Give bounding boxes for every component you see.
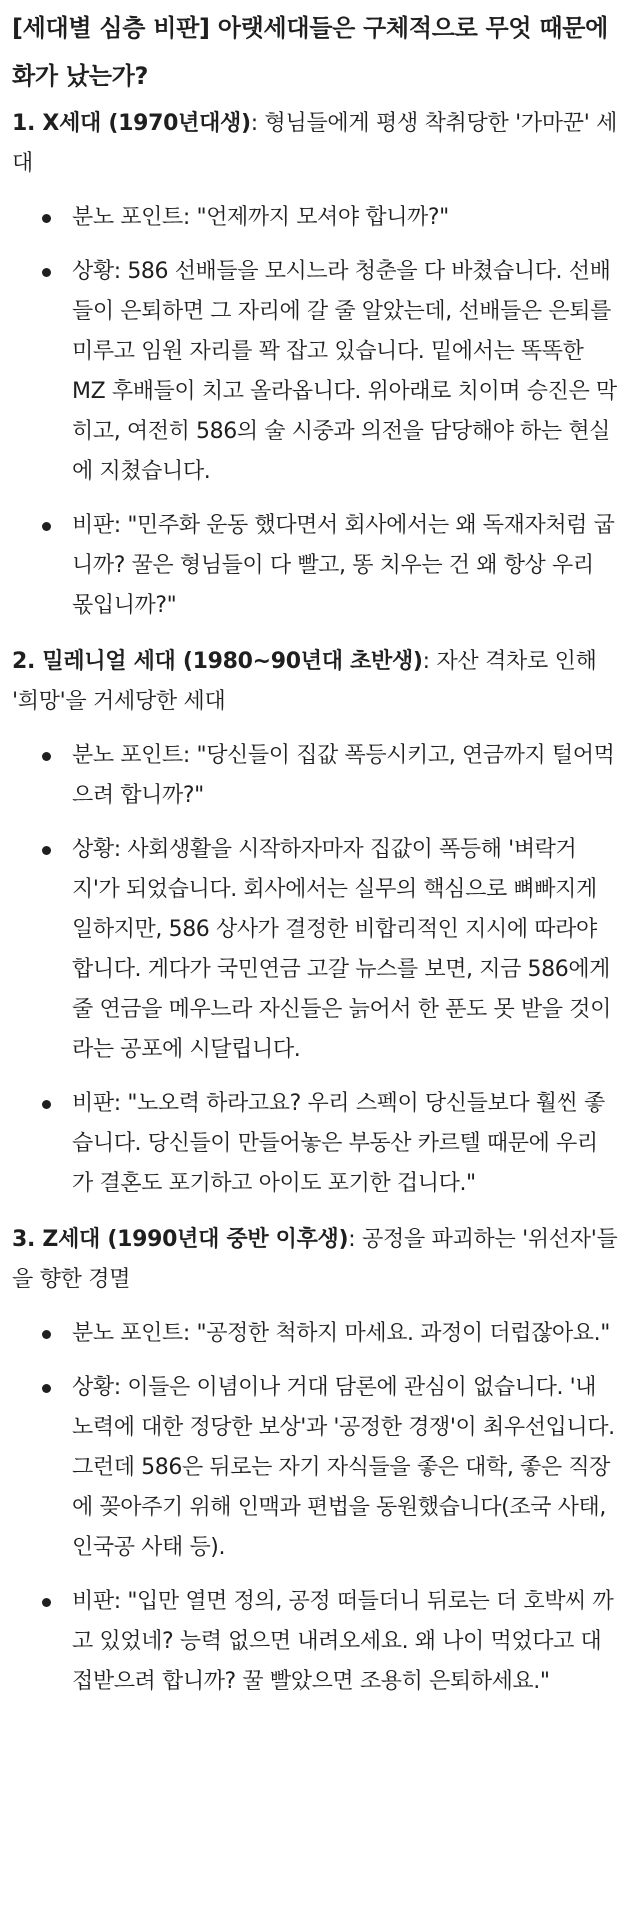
point-label: 비판: — [72, 1589, 121, 1614]
point-text: 586 선배들을 모시느라 청춘을 다 바쳤습니다. 선배들이 은퇴하면 그 자리에 갈 줄 알았는데, 선배들은 은퇴를 미루고 임원 자리를 꽉 잡고 있습니다. 밑에서는 똑똑한 MZ 후배들이 치고 올라옵니다. 위아래로 치이며 승진은 막히고, 여전히 586의 술 시중과 의전을 담당해야 하는 현실에 지쳤습니다. — [72, 259, 617, 484]
generation-section-millennial — [12, 642, 618, 1204]
document-title: [세대별 심층 비판] 아랫세대들은 구체적으로 무엇 때문에 화가 났는가? — [12, 14, 609, 90]
point-text: "민주화 운동 했다면서 회사에서는 왜 독재자처럼 굽니까? 꿀은 형님들이 다 빨고, 똥 치우는 건 왜 항상 우리 몫입니까?" — [72, 513, 615, 618]
point-text: "언제까지 모셔야 합니까?" — [196, 205, 449, 230]
point-label: 분노 포인트: — [72, 743, 190, 768]
point-anger — [12, 1314, 618, 1354]
generation-heading-desc: : 공정을 파괴하는 '위선자'들을 향한 경멸 — [12, 1227, 618, 1292]
point-criticism — [12, 506, 618, 626]
bullet-icon — [42, 1330, 51, 1339]
point-situation — [12, 252, 618, 492]
generation-section-x — [12, 104, 618, 626]
bullet-icon — [42, 268, 51, 277]
point-text: "당신들이 집값 폭등시키고, 연금까지 털어먹으려 합니까?" — [72, 743, 615, 808]
generation-heading — [12, 104, 618, 184]
point-label: 상황: — [72, 837, 121, 862]
point-anger — [12, 736, 618, 816]
point-label: 분노 포인트: — [72, 205, 190, 230]
point-text: 이들은 이념이나 거대 담론에 관심이 없습니다. '내 노력에 대한 정당한 보상'과 '공정한 경쟁'이 최우선입니다. 그런데 586은 뒤로는 자기 자식들을 좋은 대학, 좋은 직장에 꽂아주기 위해 인맥과 편법을 동원했습니다(조국 사태, 인국공 사태 등). — [72, 1375, 615, 1560]
generation-heading-name: 2. 밀레니얼 세대 (1980~90년대 초반생) — [12, 649, 423, 674]
point-anger — [12, 198, 618, 238]
point-text: "입만 열면 정의, 공정 떠들더니 뒤로는 더 호박씨 까고 있었네? 능력 없으면 내려오세요. 왜 나이 먹었다고 대접받으려 합니까? 꿀 빨았으면 조용히 은퇴하세요." — [72, 1589, 614, 1694]
point-label: 비판: — [72, 1091, 121, 1116]
generation-heading-name: 1. X세대 (1970년대생) — [12, 111, 251, 136]
generation-heading — [12, 642, 618, 722]
bullet-icon — [42, 846, 51, 855]
generation-heading-desc: : 자산 격차로 인해 '희망'을 거세당한 세대 — [12, 649, 597, 714]
bullet-icon — [42, 1384, 51, 1393]
point-label: 상황: — [72, 259, 121, 284]
point-situation — [12, 1368, 618, 1568]
bullet-icon — [42, 1100, 51, 1109]
generation-section-z — [12, 1220, 618, 1702]
point-text: "노오력 하라고요? 우리 스펙이 당신들보다 훨씬 좋습니다. 당신들이 만들어놓은 부동산 카르텔 때문에 우리가 결혼도 포기하고 아이도 포기한 겁니다." — [72, 1091, 605, 1196]
point-list — [12, 736, 618, 1204]
bullet-icon — [42, 1598, 51, 1607]
bullet-icon — [42, 214, 51, 223]
point-criticism — [12, 1084, 618, 1204]
bullet-icon — [42, 522, 51, 531]
point-label: 비판: — [72, 513, 121, 538]
generation-heading — [12, 1220, 618, 1300]
point-situation — [12, 830, 618, 1070]
point-label: 분노 포인트: — [72, 1321, 190, 1346]
point-list — [12, 198, 618, 626]
generation-heading-desc: : 형님들에게 평생 착취당한 '가마꾼' 세대 — [12, 111, 618, 176]
generation-heading-name: 3. Z세대 (1990년대 중반 이후생) — [12, 1227, 349, 1252]
point-criticism — [12, 1582, 618, 1702]
point-label: 상황: — [72, 1375, 121, 1400]
point-list — [12, 1314, 618, 1702]
point-text: 사회생활을 시작하자마자 집값이 폭등해 '벼락거지'가 되었습니다. 회사에서는 실무의 핵심으로 뼈빠지게 일하지만, 586 상사가 결정한 비합리적인 지시에 따라야 합니다. 게다가 국민연금 고갈 뉴스를 보면, 지금 586에게 줄 연금을 메우느라 자신들은 늙어서 한 푼도 못 받을 것이라는 공포에 시달립니다. — [72, 837, 611, 1062]
point-text: "공정한 척하지 마세요. 과정이 더럽잖아요." — [196, 1321, 610, 1346]
bullet-icon — [42, 752, 51, 761]
